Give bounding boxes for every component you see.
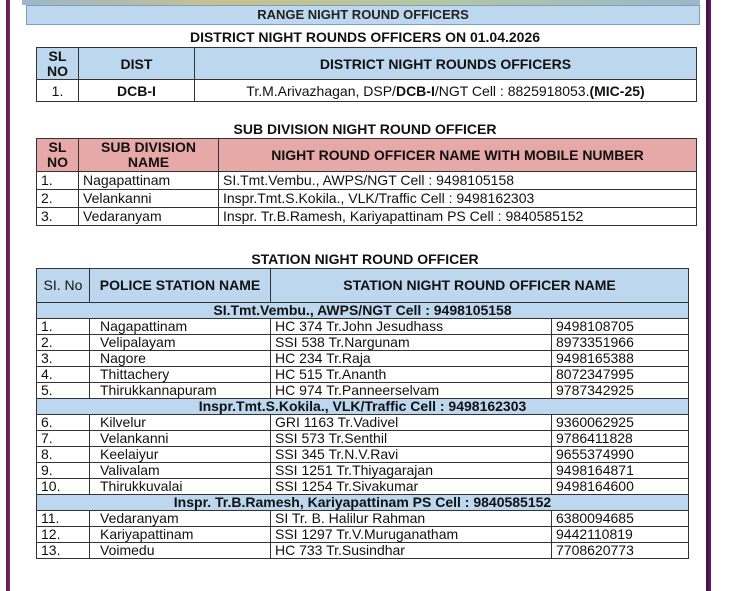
sl-cell: 3.: [37, 208, 79, 226]
sl-cell: 1.: [37, 172, 79, 190]
subdivision-row: [37, 190, 697, 208]
dist-header: DIST: [79, 48, 195, 80]
officer-cell: Inspr.Tmt.S.Kokila., VLK/Traffic Cell : 9498162303: [219, 190, 697, 208]
sl-cell: 1.: [37, 80, 79, 102]
officer-cell: GRI 1163 Tr.Vadivel: [271, 415, 552, 431]
group-header-row: [37, 495, 689, 511]
table-row: [37, 367, 689, 383]
sl-cell: 7.: [37, 431, 90, 447]
officer-cell: HC 974 Tr.Panneerselvam: [271, 383, 552, 399]
sl-no-header: SL NO: [37, 139, 79, 172]
officers-header: DISTRICT NIGHT ROUNDS OFFICERS: [195, 48, 697, 80]
group-header: Inspr.Tmt.S.Kokila., VLK/Traffic Cell : 9498162303: [37, 399, 689, 415]
mobile-cell: 7708620773: [552, 543, 689, 559]
officer-cell: SSI 345 Tr.N.V.Ravi: [271, 447, 552, 463]
table-row: [37, 527, 689, 543]
table-row: [37, 431, 689, 447]
group-header-row: [37, 399, 689, 415]
night-officer-header: NIGHT ROUND OFFICER NAME WITH MOBILE NUMBER: [219, 139, 697, 172]
officer-name: Tr.M.Arivazhagan, DSP/: [246, 82, 396, 99]
officer-cell: SI Tr. B. Halilur Rahman: [271, 511, 552, 527]
subdivision-name-cell: Nagapattinam: [79, 172, 219, 190]
sl-cell: 1.: [37, 319, 90, 335]
subdivision-table: [36, 138, 697, 226]
mobile-cell: 9498108705: [552, 319, 689, 335]
subdivision-row: [37, 208, 697, 226]
sl-cell: 9.: [37, 463, 90, 479]
table-row: [37, 447, 689, 463]
officer-cell: HC 374 Tr.John Jesudhass: [271, 319, 552, 335]
station-header-row: [37, 269, 689, 303]
sl-cell: 8.: [37, 447, 90, 463]
mobile-cell: 6380094685: [552, 511, 689, 527]
sl-cell: 2.: [37, 190, 79, 208]
officer-cell: SSI 573 Tr.Senthil: [271, 431, 552, 447]
table-row: [37, 511, 689, 527]
mobile-cell: 9442110819: [552, 527, 689, 543]
mobile-cell: 9498164600: [552, 479, 689, 495]
officer-cell: Inspr. Tr.B.Ramesh, Kariyapattinam PS Cell : 9840585152: [219, 208, 697, 226]
subdivision-header-row: [37, 139, 697, 172]
sl-cell: 11.: [37, 511, 90, 527]
table-row: [37, 351, 689, 367]
sl-cell: 13.: [37, 543, 90, 559]
dist-cell: DCB-I: [79, 80, 195, 102]
officer-cell: HC 515 Tr.Ananth: [271, 367, 552, 383]
group-header-row: [37, 303, 689, 319]
station-name-header: POLICE STATION NAME: [90, 269, 271, 303]
station-section-title: STATION NIGHT ROUND OFFICER: [251, 251, 479, 267]
district-table: [36, 47, 697, 102]
sl-cell: 6.: [37, 415, 90, 431]
officer-cell: SSI 1297 Tr.V.Muruganatham: [271, 527, 552, 543]
officer-cell: [195, 80, 697, 102]
mobile-cell: 9786411828: [552, 431, 689, 447]
left-border-decoration: [0, 0, 22, 591]
station-cell: Nagore: [90, 351, 271, 367]
table-row: [37, 335, 689, 351]
table-row: [37, 415, 689, 431]
table-row: [37, 543, 689, 559]
officer-cell: HC 234 Tr.Raja: [271, 351, 552, 367]
officer-cell: SSI 1254 Tr.Sivakumar: [271, 479, 552, 495]
officer-code: (MIC-25): [589, 82, 645, 99]
station-officer-header: STATION NIGHT ROUND OFFICER NAME: [271, 269, 689, 303]
sl-no-header: SL NO: [37, 48, 79, 80]
station-cell: Kilvelur: [90, 415, 271, 431]
subdivision-row: [37, 172, 697, 190]
range-banner: RANGE NIGHT ROUND OFFICERS: [26, 5, 700, 25]
station-cell: Thirukkuvalai: [90, 479, 271, 495]
subdivision-section-title: SUB DIVISION NIGHT ROUND OFFICER: [233, 121, 497, 137]
station-cell: Velankanni: [90, 431, 271, 447]
subdivision-name-cell: Vedaranyam: [79, 208, 219, 226]
station-cell: Keelaiyur: [90, 447, 271, 463]
mobile-cell: 9498165388: [552, 351, 689, 367]
group-header: SI.Tmt.Vembu., AWPS/NGT Cell : 9498105158: [37, 303, 689, 319]
sl-cell: 2.: [37, 335, 90, 351]
mobile-cell: 9360062925: [552, 415, 689, 431]
table-row: [37, 479, 689, 495]
officer-cell: SSI 1251 Tr.Thiyagarajan: [271, 463, 552, 479]
mobile-cell: 9498164871: [552, 463, 689, 479]
table-row: [37, 383, 689, 399]
officer-cell: SI.Tmt.Vembu., AWPS/NGT Cell : 9498105158: [219, 172, 697, 190]
officer-cell: HC 733 Tr.Susindhar: [271, 543, 552, 559]
station-table: [36, 268, 689, 559]
sl-cell: 10.: [37, 479, 90, 495]
officer-cell-number: /NGT Cell : 8825918053.: [434, 82, 590, 99]
district-section-title: DISTRICT NIGHT ROUNDS OFFICERS ON 01.04.2026: [189, 29, 541, 45]
station-cell: Nagapattinam: [90, 319, 271, 335]
right-border-decoration: [700, 0, 730, 591]
mobile-cell: 9655374990: [552, 447, 689, 463]
subdivision-name-cell: Velankanni: [79, 190, 219, 208]
sl-cell: 12.: [37, 527, 90, 543]
district-header-row: [37, 48, 697, 80]
subdivision-name-header: SUB DIVISION NAME: [79, 139, 219, 172]
group-header: Inspr. Tr.B.Ramesh, Kariyapattinam PS Cell : 9840585152: [37, 495, 689, 511]
station-cell: Velipalayam: [90, 335, 271, 351]
sl-cell: 3.: [37, 351, 90, 367]
mobile-cell: 8973351966: [552, 335, 689, 351]
mobile-cell: 9787342925: [552, 383, 689, 399]
station-cell: Thittachery: [90, 367, 271, 383]
sl-no-header: SI. No: [37, 269, 90, 303]
sl-cell: 5.: [37, 383, 90, 399]
station-cell: Kariyapattinam: [90, 527, 271, 543]
table-row: [37, 319, 689, 335]
district-row: [37, 80, 697, 102]
mobile-cell: 8072347995: [552, 367, 689, 383]
sl-cell: 4.: [37, 367, 90, 383]
table-row: [37, 463, 689, 479]
officer-cell: SSI 538 Tr.Nargunam: [271, 335, 552, 351]
station-cell: Voimedu: [90, 543, 271, 559]
station-cell: Vedaranyam: [90, 511, 271, 527]
station-cell: Thirukkannapuram: [90, 383, 271, 399]
officer-unit: DCB-I: [395, 82, 435, 99]
station-cell: Valivalam: [90, 463, 271, 479]
